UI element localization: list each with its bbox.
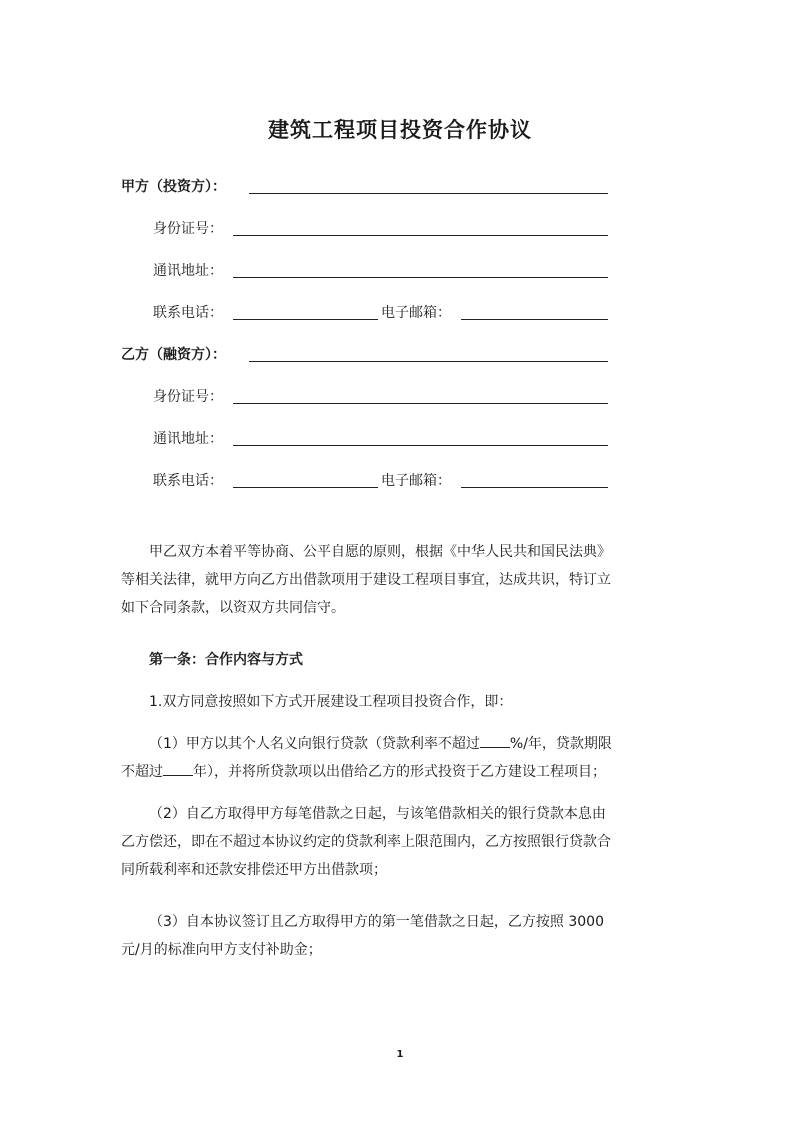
party-b-address-label: 通讯地址： (153, 431, 223, 447)
party-b-phone-blank[interactable] (233, 487, 378, 488)
item-1-paragraph (121, 730, 681, 786)
party-a-address-blank[interactable] (233, 277, 608, 278)
party-a-email-blank[interactable] (461, 319, 608, 320)
party-b-phone-label: 联系电话： (153, 473, 223, 489)
preamble-line: 等相关法律，就甲方向乙方出借款项用于建设工程项目事宜，达成共识，特订立 (121, 572, 611, 588)
item-3-line: （3）自本协议签订且乙方取得甲方的第一笔借款之日起，乙方按照 3000 (149, 914, 604, 930)
clause-1-block (121, 688, 681, 716)
party-a-id-blank[interactable] (233, 235, 608, 236)
article-1-heading: 第一条：合作内容与方式 (149, 652, 303, 668)
party-b-email-label: 电子邮箱： (381, 473, 451, 489)
item-1-text-c: 不超过 (121, 764, 163, 780)
party-b-label: 乙方（融资方）： (121, 347, 226, 363)
preamble-paragraph (121, 538, 681, 622)
item-2-line: 同所载利率和还款安排偿还甲方出借款项； (121, 862, 387, 878)
page-number: 1 (396, 1049, 404, 1060)
document-title: 建筑工程项目投资合作协议 (268, 118, 532, 142)
party-a-phone-blank[interactable] (233, 319, 378, 320)
item-2-line: 乙方偿还，即在不超过本协议约定的贷款利率上限范围内，乙方按照银行贷款合 (121, 834, 611, 850)
preamble-line: 如下合同条款，以资双方共同信守。 (121, 600, 345, 616)
party-a-id-label: 身份证号： (153, 221, 223, 237)
item-2-line: （2）自乙方取得甲方每笔借款之日起，与该笔借款相关的银行贷款本息由 (149, 806, 606, 822)
item-3-line: 元/月的标准向甲方支付补助金； (121, 942, 322, 958)
party-b-email-blank[interactable] (461, 487, 608, 488)
item-1-text-b: %/年，贷款期限 (509, 736, 612, 752)
party-a-email-label: 电子邮箱： (381, 305, 451, 321)
party-b-id-blank[interactable] (233, 403, 608, 404)
item-1-line (121, 730, 681, 758)
article-1-heading-block (121, 646, 681, 674)
loan-term-blank[interactable] (163, 761, 193, 776)
party-b-name-blank[interactable] (249, 361, 608, 362)
item-2-paragraph (121, 800, 681, 884)
interest-rate-blank[interactable] (480, 733, 510, 748)
preamble-line: 甲乙双方本着平等协商、公平自愿的原则，根据《中华人民共和国民法典》 (149, 544, 611, 560)
party-a-label: 甲方（投资方）： (121, 179, 226, 195)
party-a-phone-label: 联系电话： (153, 305, 223, 321)
item-1-text-d: 年），并将所贷款项以出借给乙方的形式投资于乙方建设工程项目； (193, 764, 606, 780)
item-1-text-a: （1）甲方以其个人名义向银行贷款（贷款利率不超过 (149, 736, 480, 752)
party-b-address-blank[interactable] (233, 445, 608, 446)
party-a-name-blank[interactable] (249, 193, 608, 194)
party-a-address-label: 通讯地址： (153, 263, 223, 279)
party-b-id-label: 身份证号： (153, 389, 223, 405)
item-1-line (121, 758, 681, 786)
clause-1-text: 1.双方同意按照如下方式开展建设工程项目投资合作，即： (149, 694, 513, 710)
item-3-paragraph (121, 908, 681, 964)
